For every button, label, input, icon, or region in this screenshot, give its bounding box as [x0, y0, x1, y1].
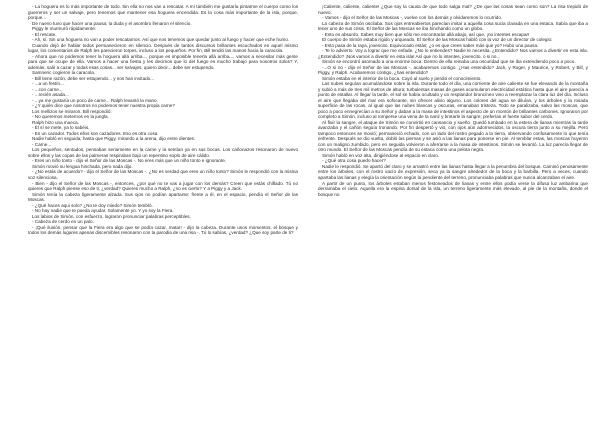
paragraph: - Él sí se mete, ya lo sabéis. [32, 125, 90, 131]
paragraph: Los labios de Simón, con esfuerzo, lograron pronunciar palabras perceptibles. [32, 213, 191, 219]
paragraph: Cuando dejó de hablar todos permanecieron en silencio. Después de tantos discursos brillantes escuchados en aquel mismo lugar, los comentarios de Ralph les parecieron torpes, incluso a los pequeños. Por fin, Bill tendió las manos hacia la caracola. [28, 42, 298, 54]
paragraph: - ...ya me gustaría un poco de carne... Ralph levantó la mano. [32, 97, 158, 103]
paragraph: - Eres un niño tonto - dijo el Señor de las Moscas -. No eres más que un niño tonto e ignorante. [32, 158, 227, 164]
paragraph: Simón habló en voz alta, dirigiéndose al espacio en claro. [322, 152, 440, 158]
paragraph: - ¡Qué ilusión, pensar que la Fiera era algo que se podía cazar, matar! - dijo la cabeza. Durante unos momentos, el bosque y todos los demás lugares apenas discernibles resonaron con la parodia de una risa -. Tú lo sabías, ¿verdad? ¿Que soy parte de ti? [28, 224, 298, 236]
paragraph: -...O si no - dijo el Señor de las Moscas -, acabaremos contigo. ¿Has entendido? Jack, y Roger, y Maurice, y Robert, y Bill, y Piggy, y Ralph. Acabaremos contigo, ¿has entendido? [318, 64, 588, 76]
paragraph: La cabeza de Simón oscilaba. Sus ojos entreabiertos parecían imitar a aquella cosa sucia clavada en una estaca. Sabía que iba a tener uno de sus crisis. El Señor de las Moscas se iba hinchando como un globo. [318, 20, 588, 32]
paragraph: Piggy le murmuró rápidamente: [32, 26, 97, 32]
paragraph: - Bill tiene razón, debe ser estupendo... y nos han invitado... [32, 75, 155, 81]
paragraph: - ...recién asada... [32, 92, 69, 98]
paragraph: Los pequeños, sentados, pensaban seriamente en la carne y la sentían ya en sus bocas. Los cañonazos resonaron de nuevo sobre ellos y las copas de las palmeras respiraban bajo un repentino soplo de aire cálido. [28, 147, 298, 158]
paragraph: Simón se encontró asomado a una enorme boca. Dentro de ella reinaba una oscuridad que se iba extendiendo poco a poco. [322, 59, 576, 65]
paragraph: - ...a un festín... [32, 81, 64, 87]
paragraph: ¡Caliente, caliente, caliente! ¿Que soy la causa de que todo salga mal? ¿De que las cosas sean como son? La risa trepidó de nuevo. [318, 4, 588, 15]
paragraph: - ¿Y quién dice que nosotros no podemos tener nuestra propia carne? [32, 103, 175, 109]
paragraph: Samneric cogieron la caracola. [32, 70, 96, 76]
paragraph: El cuerpo de Simón estaba rígido y arqueado. El Señor de las Moscas habló con la voz de un director de colegio: [322, 37, 553, 43]
paragraph: Nadie habló en seguida; hasta que Piggy, mirando a la arena, dijo entre dientes: [32, 136, 196, 142]
left-text-column [28, 4, 298, 420]
right-text-column [318, 4, 588, 420]
paragraph: - Ah, sí. Sin una hoguera no van a poder rescatarnos. Así que nos tenemos que quedar junto al fuego y hacer que eche humo. [32, 37, 290, 43]
paragraph: A partir de un punto, los árboles estaban menos festoneados de lianas y entre ellos podía verse la difusa luz ambarina que derramaba el cielo. Aquella era la espina dorsal de la isla, un terreno ligeramente más elevado, al pie de la montaña, donde el bosque no [318, 180, 588, 197]
paragraph: Simón tenía la cabeza ligeramente alzada. Sus ojos no podían apartarse; frente a él, en el espacio, pendía el Señor de las Moscas. [28, 191, 298, 203]
paragraph: Simón estaba en el interior de la boca. Cayó al suelo y perdió el conocimiento. [322, 75, 482, 81]
paragraph: - El rescate. [32, 31, 57, 37]
paragraph: - ¿Qué haces aqui solo? ¿No te doy miedo? Simón tembló. [32, 202, 153, 208]
paragraph: Las nubes seguían acumulándose sobre la isla. Durante todo el día, una corriente de aire caliente se fue elevando de la montaña y subió a más de tres mil metros de altura; turbulentas masas de gases acumularon electricidad estática hasta que el aire parecía a punto de estallar. Al llegar la tarde, el sol se había ocultado y un resplandor broncíneo vino a reemplazar la clara luz del día. Incluso el aire que llegaba del mar era sofocante, sin ofrecer alivio alguno. Los colores del agua se diluían, y los árboles y la rosada superficie de las rocas, al igual que las nubes blancas y oscuras, emanaban tristeza. Todo se paralizaba, salvo las moscas, que poco a poco ennegrecían a su Señor y daban a la masa de intestinos el aspecto de un montón de brillantes carbones. Ignoraron por completo a Simón, incluso al romperse una vena de la nariz y brotarle la sangre; preferían el fuerte sabor del cerdo. [318, 81, 588, 120]
paragraph: Los mellizos se miraron. Bill respondió: [32, 108, 112, 114]
paragraph: - Cabeza de cerdo en un palo. [32, 219, 94, 225]
paragraph: - La hoguera es lo más importante de todo. Sin ella no nos van a rescatar. A mí también me gustaría pintarme el cuerpo como los guerreros y ser un salvaje, pero tenemos que mantener esa hoguera encendida. Es la cosa más importante de la isla, porque, porque... [28, 4, 298, 21]
paragraph: - Carne... [32, 141, 52, 147]
paragraph: Al fluir la sangre, el ataque de Simón se convirtió en cansancio y sueño. Quedó tumbado en la estera de lianas mientras la tarde avanzaba y el cañón seguía tronando. Por fin despertó y vio, con ojos aún adormecidos, la oscura tierra junto a su mejilla. Pero tampoco entonces se movió; permaneció echado, con un lado del rostro pegado a la tierra, observando confusamente lo que tenía enfrente. Después se dio vuelta, dobló las piernas y se asió a las lianas para ponerse en pie. Al temblar estas, las moscas huyeron con un maligno zumbido, pero en seguida volvieron a aferrarse a la masa de intestinos. Simón se levantó. La luz parecía llegar de otro mundo. El Señor de las Moscas pendía de su estaca como una pelota negra. [318, 119, 588, 153]
paragraph: - Esto es absurdo. Sabes muy bien que sólo me encontrarás allá abajo, así que, ¡no intentes escapar! [322, 31, 530, 37]
paragraph: Simón movió su lengua hinchada, pero nada dijo. [32, 163, 133, 169]
paragraph: - ¿No estás de acuerdo? - dijo el Señor de las Moscas -. ¿No es verdad que eres un niño tonto? Simón le respondió con la misma voz silenciosa. [28, 169, 298, 180]
paragraph: - Esto pasa de la raya, jovencito. Equivocado estás; ¿o es que crees saber más que yo? Hubo una pausa. [322, 42, 539, 48]
paragraph: - Vamos - dijo el Señor de las Moscas -, vuelve con los demás y olvidaremos lo ocurrido. [322, 15, 503, 21]
paragraph: - Ahora que no podemos tener la hoguera allá arriba..., porque es imposible tenerla allá arriba..., vamos a necesitar más gente para que se ocupe de ella. Vamos a hacer una fiesta y les decimos que lo del fuego es mucho trabajo para nosotros solos? Y, además, salir a cazar y todas esas cosas... ser salvajes, quiero decir... debe ser estupendo. [28, 53, 298, 70]
paragraph: - Te lo advierto. Voy a lograr que me enfade. ¿No lo entiendes? Nadie te necesita. ¿Entendido? Nos vamos a divertir en esta isla. ¿Entendido? ¡Nos vamos a divertir en esta isla! Así que no lo intentes, jovencito, o si no... [318, 48, 588, 59]
paragraph: - No hay nadie que te pueda ayudar. Solamente yo. Y yo soy la Fiera. [32, 208, 174, 214]
paragraph: - Bien - dijo el Señor de las Moscas -, entonces, ¿por qué no te vas a jugar con los demás? Creen que estás chiflado. Tú no quieres que Ralph piense eso de ti, ¿verdad? Quieres mucho a Ralph, ¿no es cierto? Y a Piggy y a Jack. [28, 180, 298, 192]
paragraph: De nuevo tuvo que hacer una pausa; la duda y el asombro llenaron el silencio. [32, 20, 192, 26]
paragraph: - ¿Qué otra cosa puedo hacer? [322, 158, 386, 164]
paragraph: - No queremos meternos en la jungla. [32, 114, 109, 120]
paragraph: - ...con carne... [32, 86, 63, 92]
paragraph: - Es un cazador. Todos ellos son cazadores. Eso es otra cosa. [32, 130, 159, 136]
paragraph: Nadie le respondió. Se apartó del claro y se arrastró entre las lianas hasta llegar a la penumbra del bosque. Caminó penosamente entre los árboles, con el rostro vacío de expresión, seca ya la sangre alrededor de la boca y la barbilla. Pero a veces, cuando apartaba las lianas y elegía la orientación según la pendiente del terreno, pronunciaba palabras que nunca alcanzaban el aire. [318, 163, 588, 180]
paragraph: Ralph hizo una mueca. [32, 119, 79, 125]
